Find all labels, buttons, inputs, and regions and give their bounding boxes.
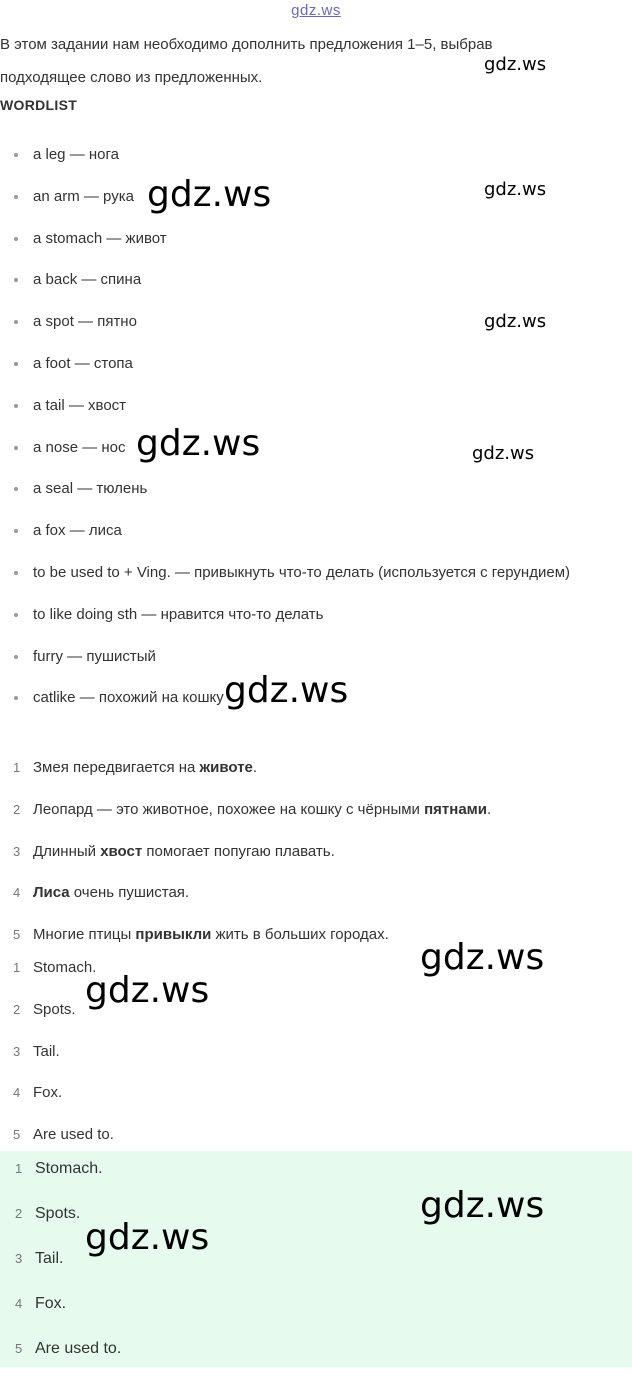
answer-box-text: Fox. bbox=[35, 1295, 67, 1312]
bullet-icon bbox=[14, 655, 18, 659]
wordlist-item-text: a fox — лиса bbox=[33, 522, 122, 540]
item-number: 2 bbox=[13, 1001, 21, 1017]
item-number: 5 bbox=[13, 927, 21, 943]
item-number: 4 bbox=[15, 1296, 23, 1311]
answer-text: Spots. bbox=[33, 1000, 76, 1018]
sentence-item bbox=[0, 751, 580, 793]
item-number: 3 bbox=[15, 1251, 23, 1266]
sentence-answer-word: хвост bbox=[100, 842, 143, 860]
wordlist-item-text: to like doing sth — нравится что-то делать bbox=[33, 605, 324, 623]
wordlist-item-text: a nose — нос bbox=[33, 438, 126, 456]
sentence-text: Длинный bbox=[33, 842, 101, 860]
item-number: 5 bbox=[15, 1341, 23, 1356]
watermark: gdz.ws bbox=[224, 670, 349, 711]
wordlist-item-text: furry — пушистый bbox=[33, 647, 156, 665]
wordlist-item bbox=[0, 556, 580, 589]
wordlist-item bbox=[0, 263, 580, 296]
item-number: 2 bbox=[13, 801, 21, 817]
sentence-list bbox=[0, 751, 580, 960]
sentence-item bbox=[0, 793, 580, 835]
watermark: gdz.ws bbox=[420, 1185, 545, 1226]
bullet-icon bbox=[14, 446, 18, 450]
wordlist-item bbox=[0, 347, 580, 380]
answer-text: Stomach. bbox=[33, 959, 97, 976]
sentence-text-end: . bbox=[252, 759, 258, 776]
sentence-answer-word: пятнами bbox=[424, 800, 487, 818]
answer-box-text: Tail. bbox=[35, 1250, 64, 1267]
wordlist-item-text: a stomach — живот bbox=[33, 229, 167, 247]
sentence-text-end: . bbox=[486, 800, 492, 818]
sentence-item bbox=[0, 835, 580, 877]
answer-box-text: Are used to. bbox=[35, 1340, 122, 1357]
sentence-text: Змея передвигается на bbox=[33, 759, 200, 776]
wordlist-item-text: a tail — хвост bbox=[33, 396, 127, 414]
wordlist-item bbox=[0, 472, 580, 505]
bullet-icon bbox=[14, 404, 18, 408]
watermark: gdz.ws bbox=[484, 179, 547, 200]
bullet-icon bbox=[14, 237, 18, 241]
sentence-text-end: жить в больших городах. bbox=[211, 926, 389, 944]
bullet-icon bbox=[14, 696, 18, 700]
watermark: gdz.ws bbox=[85, 970, 210, 1011]
bullet-icon bbox=[14, 153, 18, 157]
watermark: gdz.ws bbox=[85, 1217, 210, 1258]
bullet-icon bbox=[14, 487, 18, 491]
watermark: gdz.ws bbox=[147, 174, 272, 215]
item-number: 1 bbox=[15, 1161, 23, 1176]
item-number: 1 bbox=[13, 960, 21, 975]
wordlist-item-text: a leg — нога bbox=[33, 146, 119, 163]
wordlist-item bbox=[0, 640, 580, 673]
answer-text: Tail. bbox=[33, 1042, 60, 1060]
bullet-icon bbox=[14, 195, 18, 199]
sentence-text: Многие птицы bbox=[33, 926, 136, 944]
answer-box-item bbox=[0, 1286, 580, 1331]
item-number: 2 bbox=[15, 1206, 23, 1221]
bullet-icon bbox=[14, 529, 18, 533]
wordlist-item-text: to be used to + Ving. — привыкнуть что-то делать (используется с герундием) bbox=[33, 563, 570, 581]
item-number: 3 bbox=[13, 843, 21, 859]
wordlist-item bbox=[0, 598, 580, 631]
watermark: gdz.ws bbox=[484, 54, 547, 75]
item-number: 4 bbox=[13, 885, 21, 901]
answer-text: Are used to. bbox=[33, 1126, 114, 1144]
bullet-icon bbox=[14, 278, 18, 282]
answer-box-text: Spots. bbox=[35, 1205, 81, 1222]
sentence-text: Леопард — это животное, похожее на кошку с чёрными bbox=[33, 800, 425, 818]
item-number: 5 bbox=[13, 1127, 21, 1143]
wordlist-item-text: a back — спина bbox=[33, 271, 142, 289]
item-number: 3 bbox=[13, 1043, 21, 1059]
sentence-text-end: помогает попугаю плавать. bbox=[142, 842, 335, 860]
bullet-icon bbox=[14, 613, 18, 617]
wordlist-item bbox=[0, 222, 580, 255]
wordlist bbox=[0, 138, 580, 723]
sentence-answer-word: животе bbox=[199, 759, 253, 776]
watermark: gdz.ws bbox=[484, 311, 547, 332]
wordlist-item-text: an arm — рука bbox=[33, 187, 134, 205]
site-title-link[interactable]: gdz.ws bbox=[291, 2, 341, 19]
wordlist-item-text: a spot — пятно bbox=[33, 313, 137, 331]
answer-box-text: Stomach. bbox=[35, 1160, 103, 1177]
wordlist-item bbox=[0, 389, 580, 422]
wordlist-item-text: a seal — тюлень bbox=[33, 480, 148, 498]
bullet-icon bbox=[14, 571, 18, 575]
answer-text: Fox. bbox=[33, 1084, 63, 1102]
sentence-answer-word: привыкли bbox=[135, 926, 212, 944]
wordlist-item bbox=[0, 138, 580, 171]
bullet-icon bbox=[14, 320, 18, 324]
intro-text: В этом задании нам необходимо дополнить предложения 1–5, выбрав подходящее слово из предложенных. bbox=[0, 36, 493, 86]
wordlist-item bbox=[0, 514, 580, 547]
watermark: gdz.ws bbox=[420, 937, 545, 978]
item-number: 1 bbox=[13, 760, 21, 775]
answer-item bbox=[0, 1035, 580, 1077]
watermark: gdz.ws bbox=[136, 423, 261, 464]
wordlist-item-text: a foot — стопа bbox=[33, 354, 133, 372]
sentence-item bbox=[0, 876, 580, 918]
sentence-text-end: очень пушистая. bbox=[69, 884, 190, 902]
sentence-answer-word: Лиса bbox=[33, 884, 70, 902]
bullet-icon bbox=[14, 362, 18, 366]
answer-box-item bbox=[0, 1331, 580, 1376]
wordlist-heading: WORDLIST bbox=[0, 97, 78, 113]
watermark: gdz.ws bbox=[472, 443, 535, 464]
item-number: 4 bbox=[13, 1085, 21, 1101]
wordlist-item-text: catlike — похожий на кошку bbox=[33, 689, 224, 707]
answer-item bbox=[0, 1076, 580, 1118]
